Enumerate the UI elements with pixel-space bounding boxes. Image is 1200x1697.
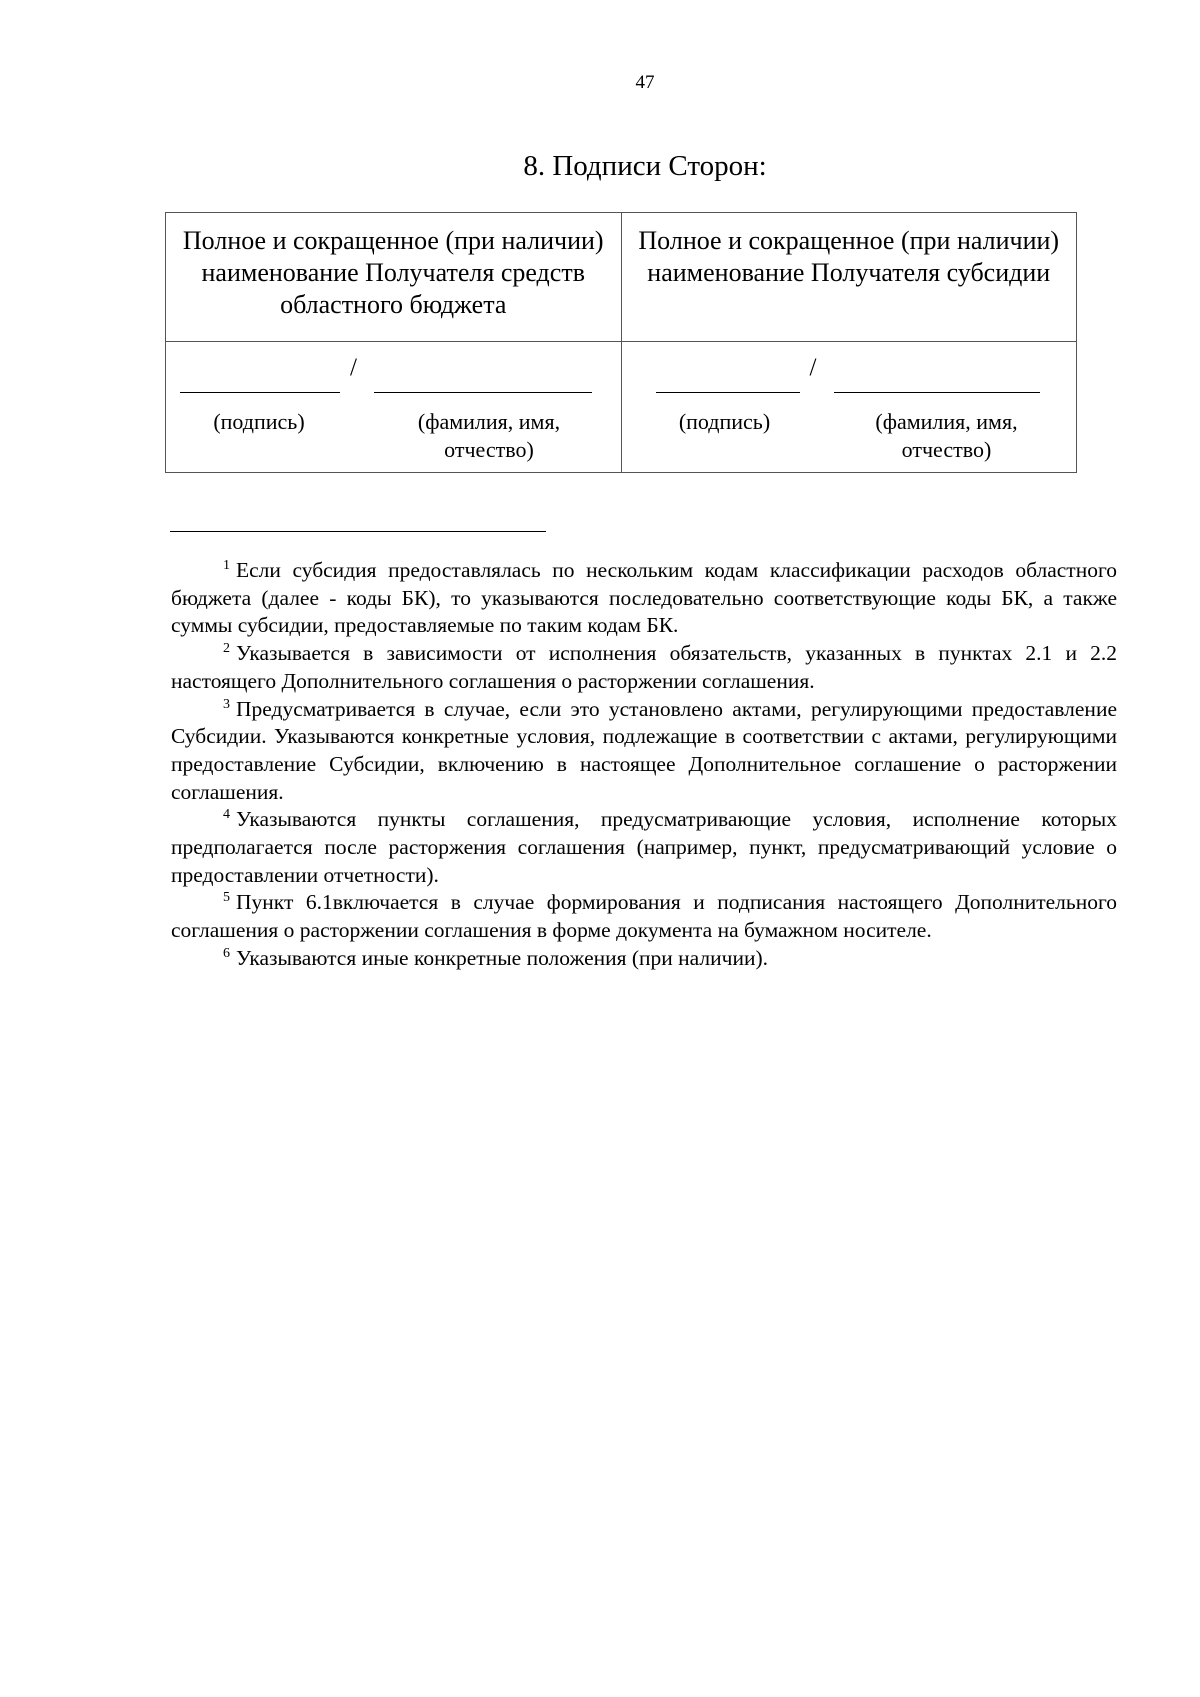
- right-party-header: Полное и сокращенное (при наличии) наименование Получателя субсидии: [621, 213, 1077, 342]
- left-party-header: Полное и сокращенное (при наличии) наименование Получателя средств областного бюджета: [166, 213, 622, 342]
- footnotes: [171, 557, 1117, 973]
- footnote-number: 3: [223, 696, 230, 712]
- signature-line: [656, 392, 800, 393]
- footnote-text: Пункт 6.1включается в случае формирования и подписания настоящего Дополнительного соглашения о расторжении соглашения в форме документа на бумажном носителе.: [171, 890, 1117, 943]
- left-signature-cell: [166, 342, 622, 473]
- footnote-text: Предусматривается в случае, если это установлено актами, регулирующими предоставление Субсидии. Указываются конкретные условия, подлежащие в соответствии с актами, регулирующими предоставление Субсидии, включению в настоящее Дополнительное соглашение о расторжении соглашения.: [171, 696, 1117, 804]
- footnote-separator: [170, 531, 546, 532]
- footnote-number: 4: [223, 807, 230, 823]
- footnote-number: 1: [223, 558, 230, 573]
- footnote-text: Если субсидия предоставлялась по нескольким кодам классификации расходов областного бюджета (далее - коды БК), то указываются последовательно соответствующие коды БК, а также суммы субсидии, предоставляемые по таким кодам БК.: [171, 558, 1117, 638]
- footnote-number: 6: [223, 945, 230, 961]
- slash: /: [809, 354, 817, 381]
- name-line: [834, 392, 1040, 393]
- footnote-text: Указываются пункты соглашения, предусматривающие условия, исполнение которых предполагается после расторжения соглашения (например, пункт, предусматривающий условие о предоставлении отчетности).: [171, 807, 1117, 887]
- signature-caption: (подпись): [678, 409, 771, 434]
- footnote: [171, 557, 1117, 640]
- page-number: 47: [635, 72, 655, 93]
- section-title: 8. Подписи Сторон:: [523, 150, 767, 182]
- footnote-text: Указывается в зависимости от исполнения обязательств, указанных в пунктах 2.1 и 2.2 настоящего Дополнительного соглашения о расторжении соглашения.: [171, 641, 1117, 693]
- footnote: [171, 945, 1117, 973]
- name-caption: (фамилия, имя, отчество): [417, 409, 561, 462]
- slash: /: [350, 354, 357, 381]
- name-line: [374, 392, 592, 393]
- signature-line: [180, 392, 340, 393]
- right-signature-cell: [621, 342, 1077, 473]
- footnote-number: 5: [223, 890, 230, 906]
- name-caption: (фамилия, имя, отчество): [875, 409, 1018, 462]
- footnote: [171, 806, 1117, 889]
- footnote-number: 2: [223, 641, 230, 657]
- footnote-text: Указываются иные конкретные положения (при наличии).: [236, 945, 769, 970]
- footnote: [171, 640, 1117, 695]
- signature-caption: (подпись): [213, 409, 305, 434]
- footnote: [171, 889, 1117, 944]
- signatures-table: [165, 212, 1077, 473]
- footnote: [171, 696, 1117, 807]
